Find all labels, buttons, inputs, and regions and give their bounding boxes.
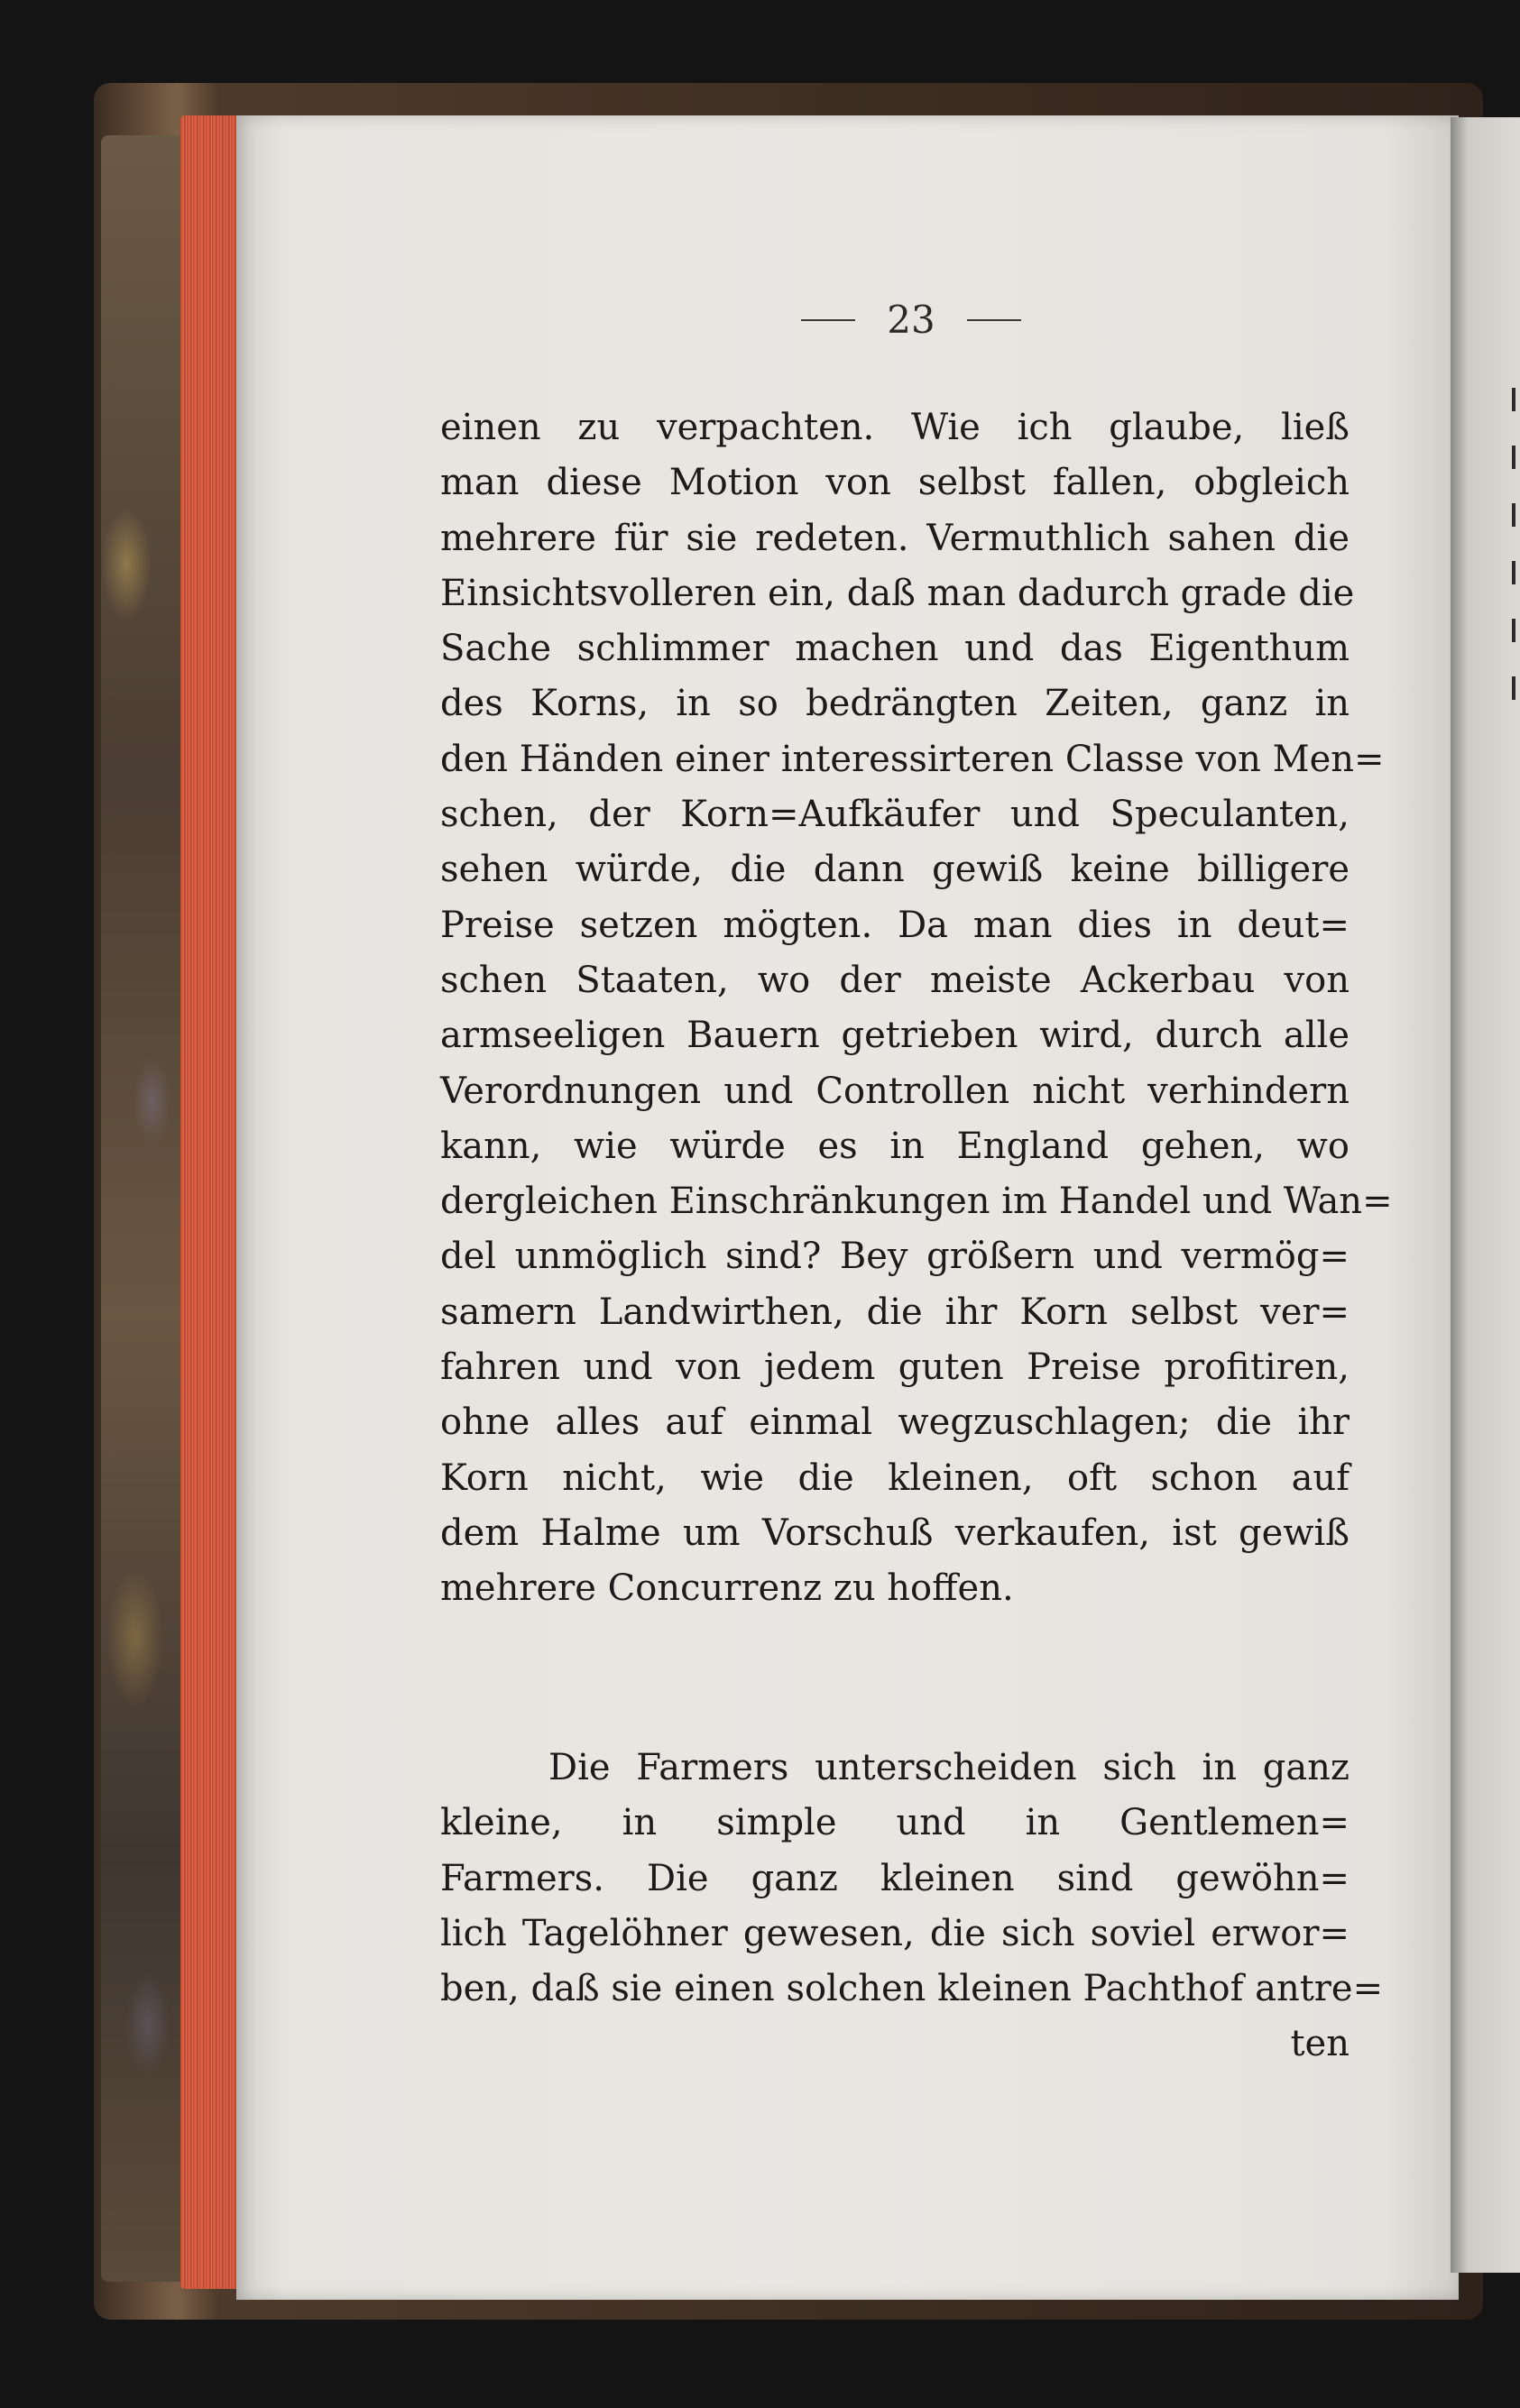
text-line: kleine, in simple und in Gentlemen=	[440, 1802, 1350, 1844]
text-line: Korn nicht, wie die kleinen, oft schon auf	[440, 1457, 1350, 1499]
text-line: Verordnungen und Controllen nicht verhindern	[440, 1070, 1350, 1112]
paragraph-2	[440, 1741, 1384, 2073]
text-line: mehrere für sie redeten. Vermuthlich sahen die	[440, 517, 1350, 559]
text-line: ben, daß sie einen solchen kleinen Pachthof antre=	[440, 1968, 1384, 2010]
text-line: Farmers. Die ganz kleinen sind gewöhn=	[440, 1857, 1350, 1899]
text-line: del unmöglich sind? Bey größern und vermög=	[440, 1236, 1350, 1278]
text-line: kann, wie würde es in England gehen, wo	[440, 1125, 1350, 1167]
paragraph-1	[440, 400, 1393, 1617]
marbled-board	[101, 135, 186, 2282]
text-line: den Händen einer interessirteren Classe von Men=	[440, 738, 1385, 780]
text-line: schen Staaten, wo der meiste Ackerbau von	[440, 959, 1350, 1001]
text-line: dergleichen Einschränkungen im Handel und Wan=	[440, 1181, 1393, 1223]
text-line: Die Farmers unterscheiden sich in ganz	[548, 1747, 1350, 1788]
text-line: einen zu verpachten. Wie ich glaube, ließ	[440, 407, 1350, 448]
text-line: samern Landwirthen, die ihr Korn selbst ver=	[440, 1291, 1350, 1333]
text-line: ohne alles auf einmal wegzuschlagen; die ihr	[440, 1402, 1350, 1444]
page-header	[740, 298, 1082, 352]
text-line: sehen würde, die dann gewiß keine billigere	[440, 849, 1350, 891]
text-line: man diese Motion von selbst fallen, obgleich	[440, 462, 1350, 504]
text-line: Sache schlimmer machen und das Eigenthum	[440, 628, 1350, 670]
next-page-edge	[1451, 117, 1520, 2273]
page-number: 23	[887, 298, 935, 342]
header-dash-left	[801, 319, 855, 321]
text-line: dem Halme um Vorschuß verkaufen, ist gewiß	[440, 1512, 1350, 1554]
text-line: armseeligen Bauern getrieben wird, durch alle	[440, 1015, 1350, 1057]
text-line: schen, der Korn=Aufkäufer und Speculanten,	[440, 794, 1350, 836]
text-line: mehrere Concurrenz zu hoffen.	[440, 1567, 1014, 1610]
text-line: lich Tagelöhner gewesen, die sich soviel erwor=	[440, 1912, 1350, 1954]
next-page-marks	[1512, 388, 1519, 767]
text-line: Einsichtsvolleren ein, daß man dadurch grade die	[440, 572, 1355, 614]
header-dash-right	[967, 319, 1021, 321]
catchword: ten	[1290, 2023, 1350, 2065]
text-line: fahren und von jedem guten Preise profitiren,	[440, 1346, 1350, 1389]
text-line: des Korns, in so bedrängten Zeiten, ganz in	[440, 683, 1350, 725]
text-line: Preise setzen mögten. Da man dies in deut=	[440, 904, 1350, 946]
